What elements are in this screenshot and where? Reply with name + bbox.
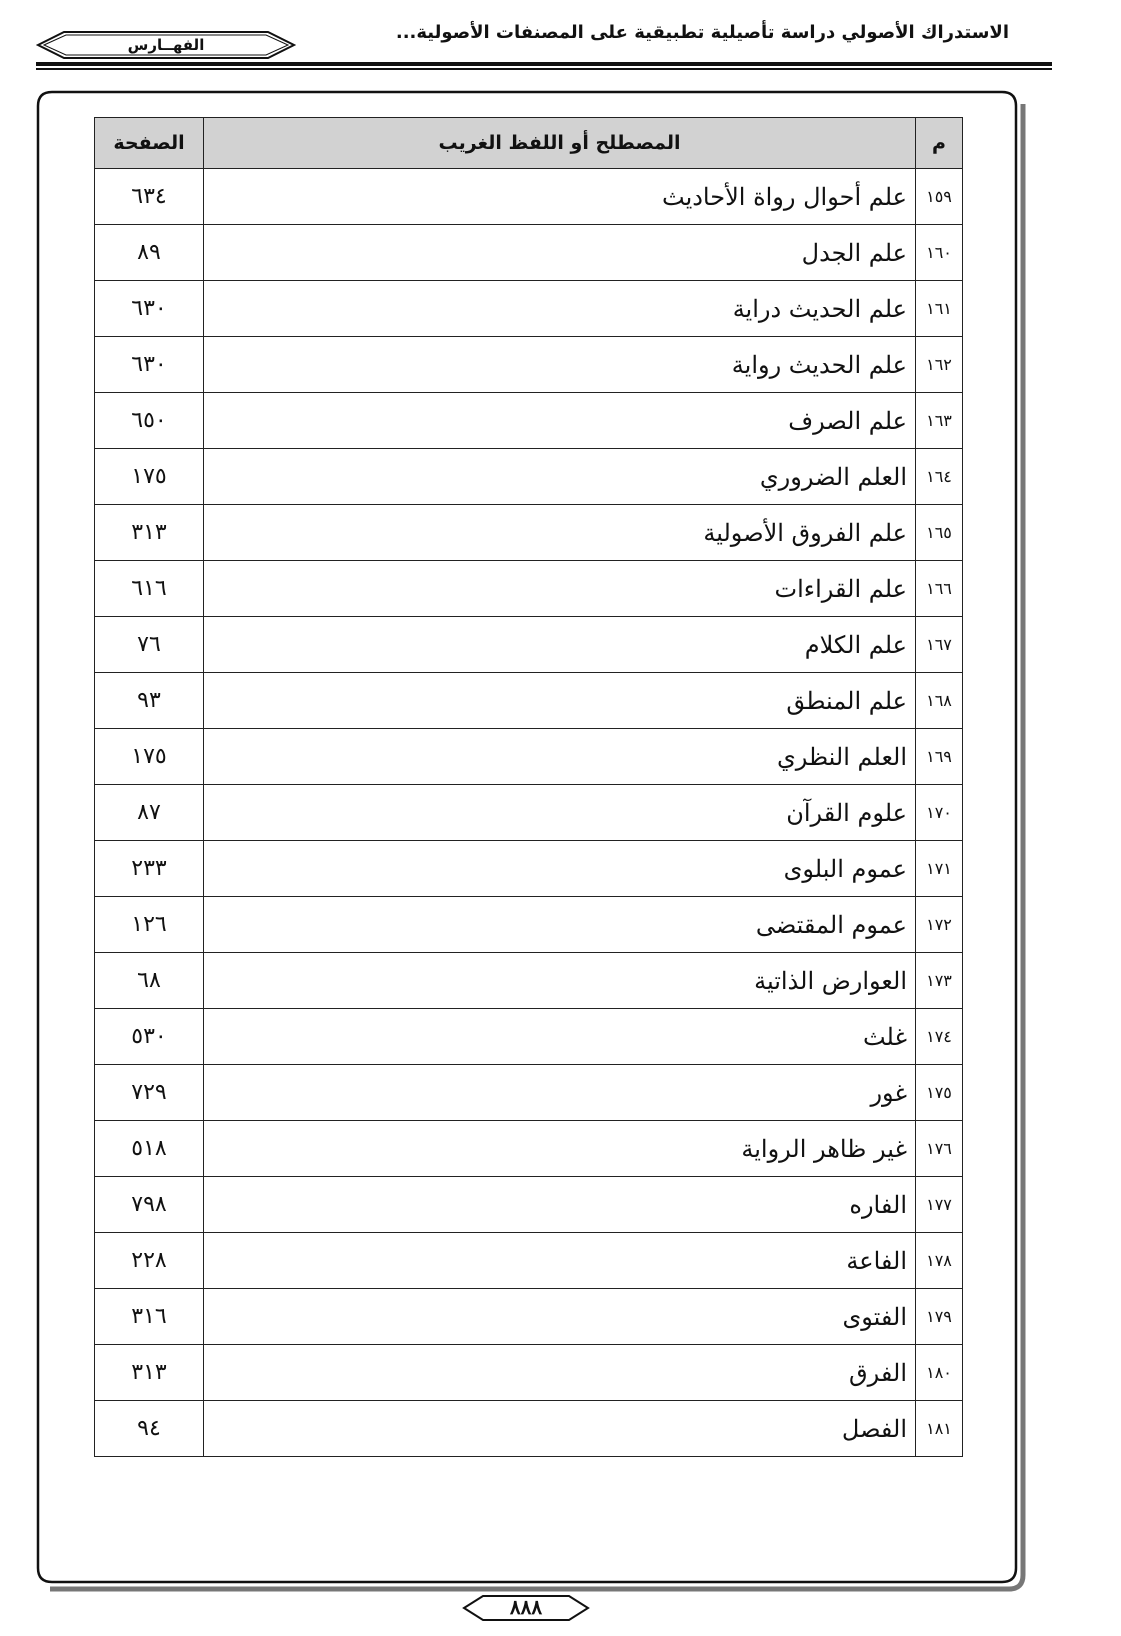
row-page: ٩٤ (95, 1401, 204, 1457)
row-term: علم الصرف (204, 393, 916, 449)
row-term: علم الفروق الأصولية (204, 505, 916, 561)
section-label: الفهــارس (127, 36, 205, 54)
table-row (95, 617, 963, 673)
page-number-box (461, 1592, 591, 1624)
row-page: ٢٢٨ (95, 1233, 204, 1289)
row-page: ٥١٨ (95, 1121, 204, 1177)
row-number: ١٦٣ (916, 393, 963, 449)
table-row (95, 281, 963, 337)
row-term: علوم القرآن (204, 785, 916, 841)
table-row (95, 561, 963, 617)
row-number: ١٦٠ (916, 225, 963, 281)
row-page: ١٢٦ (95, 897, 204, 953)
table-row (95, 953, 963, 1009)
row-term: غور (204, 1065, 916, 1121)
row-term: غير ظاهر الرواية (204, 1121, 916, 1177)
page-number: ٨٨٨ (509, 1595, 543, 1619)
table-row (95, 505, 963, 561)
row-term: العوارض الذاتية (204, 953, 916, 1009)
running-title: الاستدراك الأصولي دراسة تأصيلية تطبيقية على المصنفات الأصولية... (395, 22, 1009, 43)
header-number: م (916, 118, 963, 169)
row-page: ٨٩ (95, 225, 204, 281)
table-row (95, 449, 963, 505)
row-number: ١٧٤ (916, 1009, 963, 1065)
row-page: ١٧٥ (95, 449, 204, 505)
table-row (95, 841, 963, 897)
table-row (95, 729, 963, 785)
row-number: ١٧٦ (916, 1121, 963, 1177)
row-page: ٧٩٨ (95, 1177, 204, 1233)
row-term: عموم المقتضى (204, 897, 916, 953)
row-page: ٦٨ (95, 953, 204, 1009)
row-term: علم الجدل (204, 225, 916, 281)
table-row (95, 1121, 963, 1177)
row-page: ٦٥٠ (95, 393, 204, 449)
row-number: ١٥٩ (916, 169, 963, 225)
table-row (95, 1177, 963, 1233)
row-page: ٣١٣ (95, 1345, 204, 1401)
row-number: ١٧٣ (916, 953, 963, 1009)
row-number: ١٧٥ (916, 1065, 963, 1121)
row-page: ٣١٣ (95, 505, 204, 561)
row-number: ١٦٤ (916, 449, 963, 505)
table-row (95, 1345, 963, 1401)
table-row (95, 1401, 963, 1457)
table-header-row (95, 118, 963, 169)
row-page: ٧٢٩ (95, 1065, 204, 1121)
row-term: الفتوى (204, 1289, 916, 1345)
table-row (95, 169, 963, 225)
row-page: ٦١٦ (95, 561, 204, 617)
row-term: علم المنطق (204, 673, 916, 729)
row-page: ٦٣٠ (95, 337, 204, 393)
table-row (95, 337, 963, 393)
table-row (95, 897, 963, 953)
row-page: ٣١٦ (95, 1289, 204, 1345)
table-row (95, 225, 963, 281)
row-number: ١٦٩ (916, 729, 963, 785)
row-number: ١٧٧ (916, 1177, 963, 1233)
row-number: ١٦١ (916, 281, 963, 337)
row-number: ١٦٥ (916, 505, 963, 561)
row-term: الفصل (204, 1401, 916, 1457)
row-page: ٦٣٠ (95, 281, 204, 337)
table-row (95, 785, 963, 841)
row-page: ٢٣٣ (95, 841, 204, 897)
row-term: عموم البلوى (204, 841, 916, 897)
row-number: ١٧١ (916, 841, 963, 897)
table-row (95, 673, 963, 729)
row-number: ١٧٠ (916, 785, 963, 841)
row-number: ١٨١ (916, 1401, 963, 1457)
header-term: المصطلح أو اللفظ الغريب (204, 118, 916, 169)
table-row (95, 393, 963, 449)
row-number: ١٧٢ (916, 897, 963, 953)
row-term: علم الحديث دراية (204, 281, 916, 337)
row-term: الفرق (204, 1345, 916, 1401)
index-table (94, 117, 963, 1457)
row-page: ٨٧ (95, 785, 204, 841)
row-page: ١٧٥ (95, 729, 204, 785)
row-term: الفاره (204, 1177, 916, 1233)
table-row (95, 1065, 963, 1121)
header-page: الصفحة (95, 118, 204, 169)
row-number: ١٧٨ (916, 1233, 963, 1289)
row-number: ١٦٦ (916, 561, 963, 617)
row-number: ١٦٨ (916, 673, 963, 729)
table-row (95, 1289, 963, 1345)
row-page: ٥٣٠ (95, 1009, 204, 1065)
row-number: ١٦٧ (916, 617, 963, 673)
row-page: ٧٦ (95, 617, 204, 673)
row-term: علم الحديث رواية (204, 337, 916, 393)
row-term: العلم الضروري (204, 449, 916, 505)
row-term: علم أحوال رواة الأحاديث (204, 169, 916, 225)
row-number: ١٨٠ (916, 1345, 963, 1401)
row-number: ١٦٢ (916, 337, 963, 393)
row-term: الفاعة (204, 1233, 916, 1289)
table-row (95, 1233, 963, 1289)
row-page: ٦٣٤ (95, 169, 204, 225)
row-term: علم القراءات (204, 561, 916, 617)
row-number: ١٧٩ (916, 1289, 963, 1345)
row-term: العلم النظري (204, 729, 916, 785)
row-term: غلث (204, 1009, 916, 1065)
row-term: علم الكلام (204, 617, 916, 673)
row-page: ٩٣ (95, 673, 204, 729)
table-row (95, 1009, 963, 1065)
